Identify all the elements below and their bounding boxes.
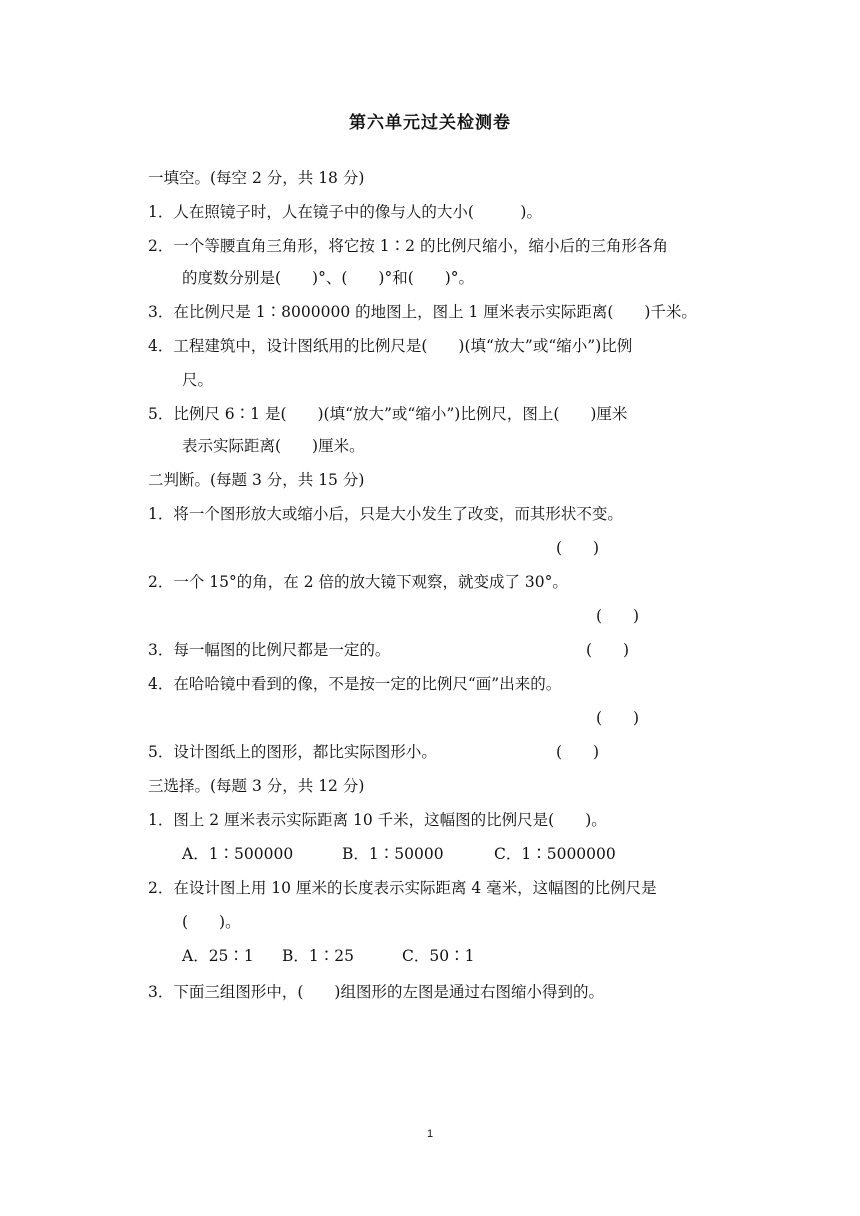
choice-3-2-c: C．50∶1 [402, 947, 475, 965]
question-2-4: 4．在哈哈镜中看到的像，不是按一定的比例尺“画”出来的。 [148, 675, 562, 693]
choice-3-1-b: B．1∶50000 [342, 845, 444, 863]
section-heading-multiple-choice: 三选择。(每题 3 分，共 12 分) [148, 777, 365, 795]
question-1-2-line1: 2．一个等腰直角三角形，将它按 1∶2 的比例尺缩小，缩小后的三角形各角 [148, 237, 668, 255]
answer-paren-2-3: ( ) [586, 641, 630, 659]
question-2-1: 1．将一个图形放大或缩小后，只是大小发生了改变，而其形状不变。 [148, 505, 623, 523]
question-1-3: 3．在比例尺是 1∶8000000 的地图上，图上 1 厘米表示实际距离( )千米。 [148, 303, 697, 321]
question-3-2-line1: 2．在设计图上用 10 厘米的长度表示实际距离 4 毫米，这幅图的比例尺是 [148, 879, 657, 897]
choice-3-2-b: B．1∶25 [282, 947, 354, 965]
answer-paren-2-1: ( ) [556, 539, 600, 557]
answer-paren-2-2: ( ) [596, 607, 640, 625]
choice-3-1-a: A．1∶500000 [182, 845, 294, 863]
answer-paren-2-4: ( ) [596, 709, 640, 727]
question-1-4-line1: 4．工程建筑中，设计图纸用的比例尺是( )(填“放大”或“缩小”)比例 [148, 337, 633, 355]
answer-paren-2-5: ( ) [556, 743, 600, 761]
question-1-2-line2: 的度数分别是( )°、( )°和( )°。 [182, 269, 475, 287]
question-1-5-line2: 表示实际距离( )厘米。 [182, 437, 365, 455]
question-2-3: 3．每一幅图的比例尺都是一定的。 [148, 641, 391, 659]
choice-3-2-a: A．25∶1 [182, 947, 254, 965]
section-heading-fill-blank: 一填空。(每空 2 分，共 18 分) [148, 169, 365, 187]
question-2-5: 5．设计图纸上的图形，都比实际图形小。 [148, 743, 437, 761]
question-1-4-line2: 尺。 [182, 371, 214, 389]
question-3-3: 3．下面三组图形中，( )组图形的左图是通过右图缩小得到的。 [148, 983, 604, 1001]
question-2-2: 2．一个 15°的角，在 2 倍的放大镜下观察，就变成了 30°。 [148, 573, 568, 591]
question-1-5-line1: 5．比例尺 6∶1 是( )(填“放大”或“缩小”)比例尺，图上( )厘米 [148, 405, 628, 423]
question-3-1: 1．图上 2 厘米表示实际距离 10 千米，这幅图的比例尺是( )。 [148, 811, 607, 829]
page-number: 1 [426, 1128, 434, 1140]
choice-3-1-c: C．1∶5000000 [494, 845, 616, 863]
section-heading-true-false: 二判断。(每题 3 分，共 15 分) [148, 471, 365, 489]
question-1-1: 1．人在照镜子时，人在镜子中的像与人的大小( )。 [148, 203, 542, 221]
page-title: 第六单元过关检测卷 [349, 113, 511, 133]
question-3-2-line2: ( )。 [182, 913, 241, 931]
